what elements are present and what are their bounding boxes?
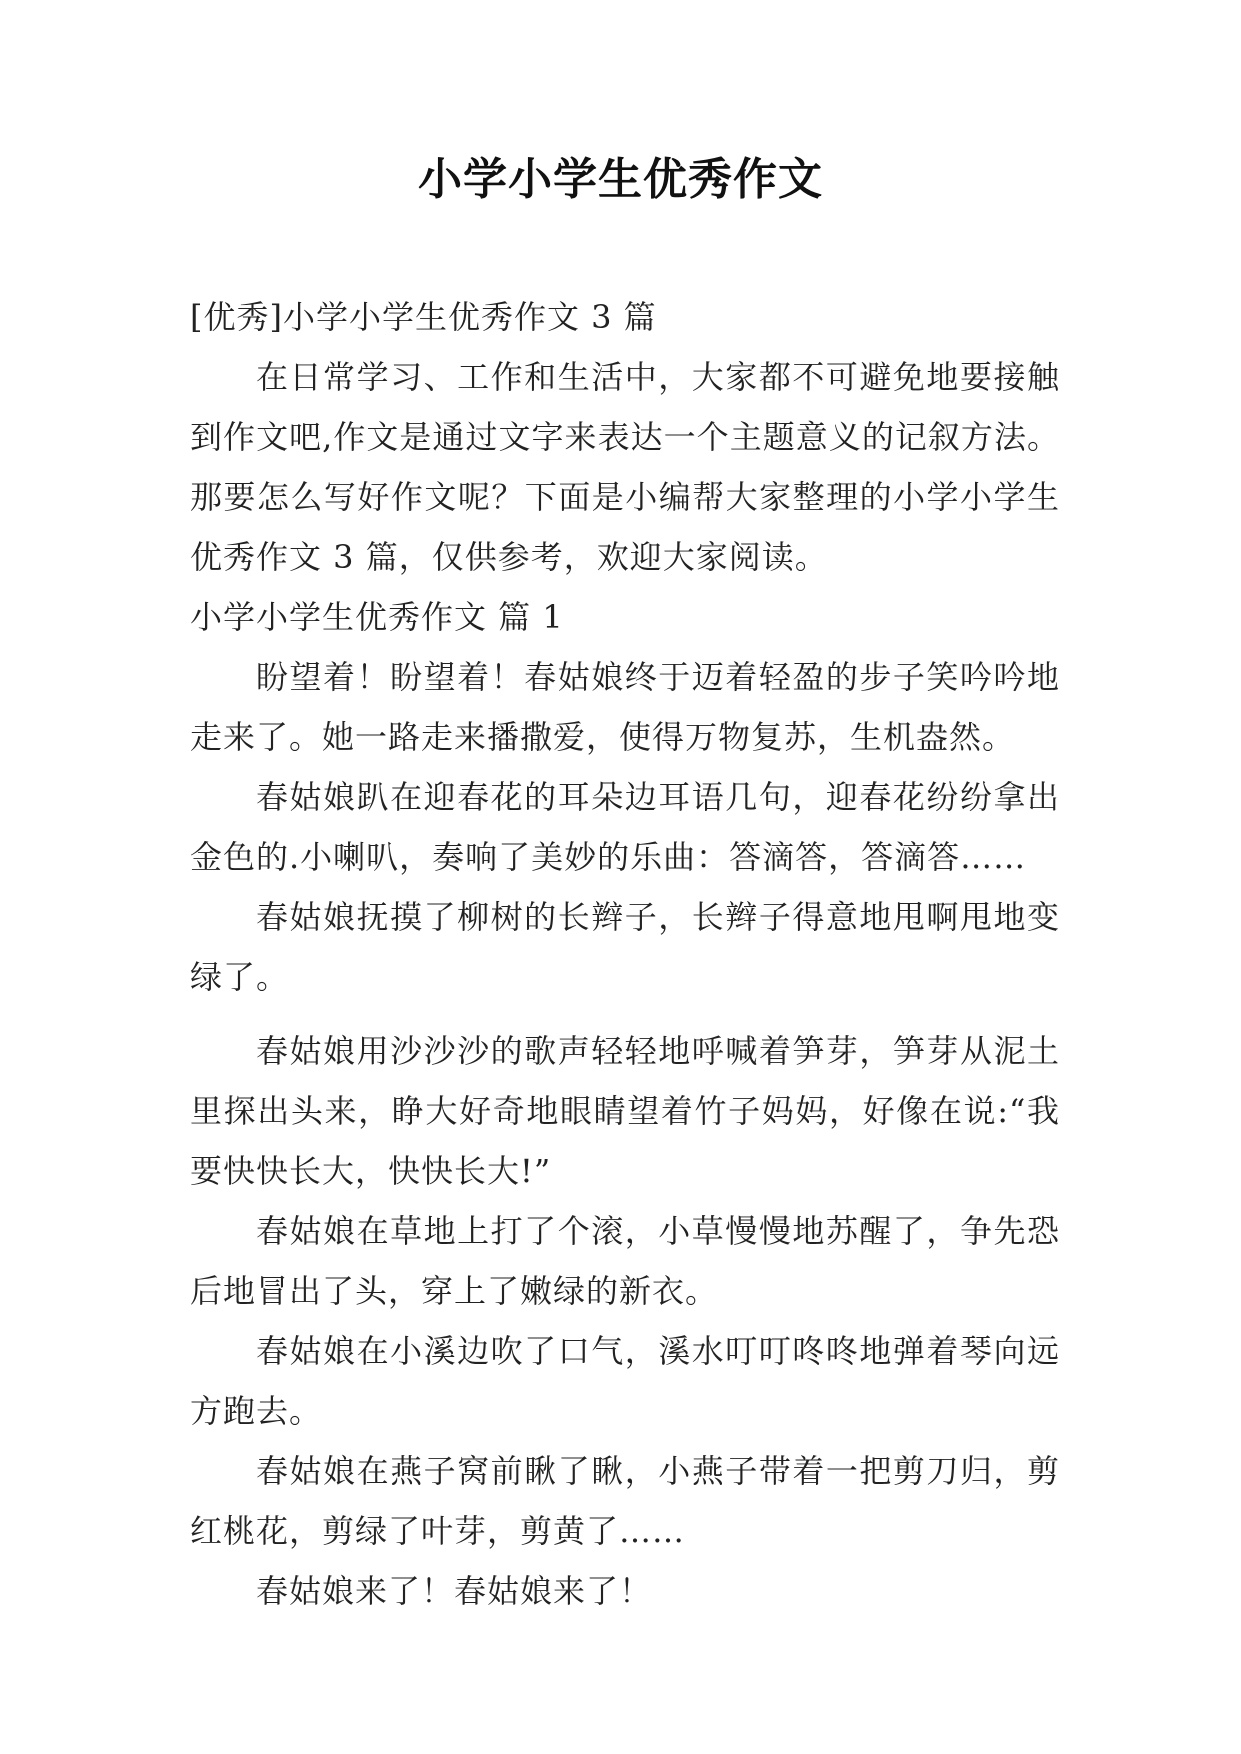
- document-title: 小学小学生优秀作文: [418, 154, 823, 205]
- intro-paragraph: 在日常学习、工作和生活中，大家都不可避免地要接触到作文吧,作文是通过文字来表达一个主题意义的记叙方法。那要怎么写好作文呢？下面是小编帮大家整理的小学小学生优秀作文 3 篇，仅供参考，欢迎大家阅读。: [190, 358, 1060, 576]
- paragraph: 春姑娘来了！春姑娘来了！: [256, 1572, 653, 1610]
- paragraph: 盼望着！盼望着！春姑娘终于迈着轻盈的步子笑吟吟地走来了。她一路走来播撒爱，使得万物复苏，生机盎然。: [190, 658, 1060, 756]
- paragraph: 春姑娘在小溪边吹了口气，溪水叮叮咚咚地弹着琴向远方跑去。: [190, 1332, 1060, 1430]
- paragraph: 春姑娘抚摸了柳树的长辫子，长辫子得意地甩啊甩地变绿了。: [190, 898, 1060, 996]
- subtitle-line: [优秀]小学小学生优秀作文 3 篇: [190, 298, 657, 336]
- document-body: [190, 287, 1060, 1621]
- section-heading: 小学小学生优秀作文 篇 1: [190, 598, 564, 636]
- paragraph: 春姑娘用沙沙沙的歌声轻轻地呼喊着笋芽，笋芽从泥土里探出头来，睁大好奇地眼睛望着竹子妈妈，好像在说:“我要快快长大，快快长大!”: [190, 1032, 1060, 1190]
- paragraph: 春姑娘在燕子窝前瞅了瞅，小燕子带着一把剪刀归，剪红桃花，剪绿了叶芽，剪黄了……: [190, 1452, 1060, 1550]
- paragraph: 春姑娘趴在迎春花的耳朵边耳语几句，迎春花纷纷拿出金色的.小喇叭，奏响了美妙的乐曲：答滴答，答滴答……: [190, 778, 1060, 876]
- paragraph: 春姑娘在草地上打了个滚，小草慢慢地苏醒了，争先恐后地冒出了头，穿上了嫩绿的新衣。: [190, 1212, 1060, 1310]
